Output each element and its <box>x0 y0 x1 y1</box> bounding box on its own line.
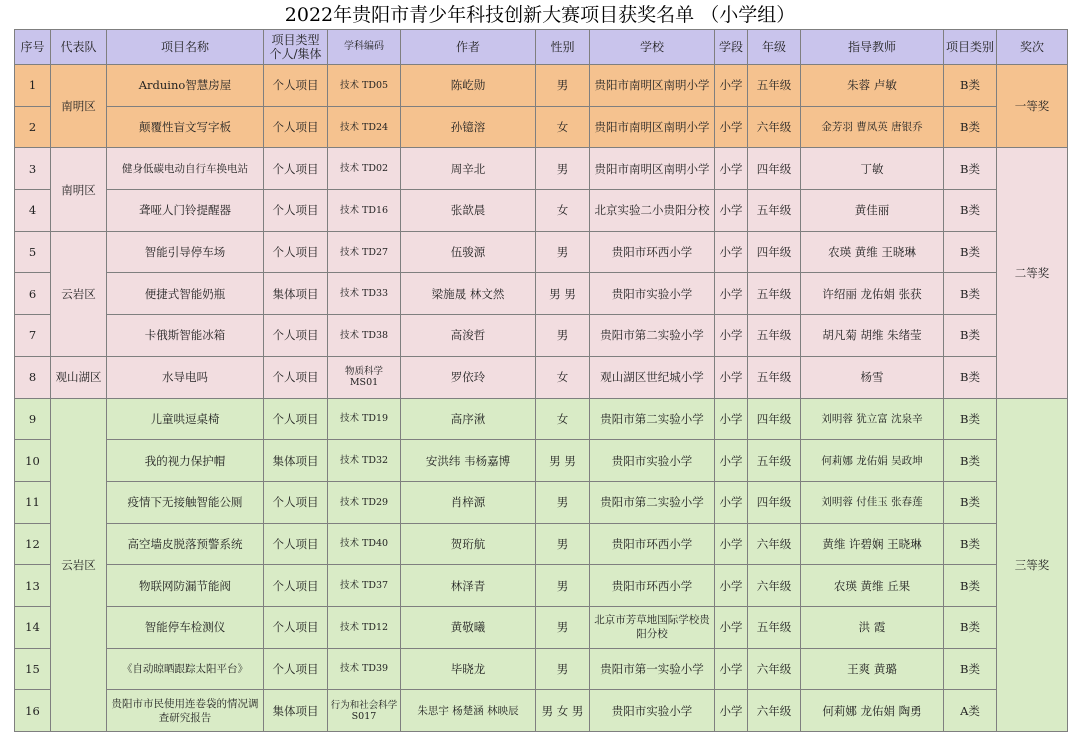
cell-author: 张歆晨 <box>401 190 536 232</box>
cell-code: 技术 TD37 <box>328 565 401 607</box>
cell-author: 高浚哲 <box>401 315 536 357</box>
cell-author: 肖梓源 <box>401 481 536 523</box>
table-row <box>15 190 1068 232</box>
cell-type: 个人项目 <box>264 148 328 190</box>
cell-level: 小学 <box>715 231 748 273</box>
cell-code: 技术 TD40 <box>328 523 401 565</box>
col-header-grade: 年级 <box>748 30 801 65</box>
cell-name: 物联网防漏节能阀 <box>107 565 264 607</box>
cell-gender: 男 女 男 <box>536 690 590 732</box>
award-table <box>14 29 1068 732</box>
cell-school: 北京市芳草地国际学校贵阳分校 <box>590 606 715 648</box>
cell-teacher: 何莉娜 龙佑娟 陶勇 <box>801 690 944 732</box>
cell-name: 健身低碳电动自行车换电站 <box>107 148 264 190</box>
cell-grade: 四年级 <box>748 231 801 273</box>
cell-teacher: 丁敏 <box>801 148 944 190</box>
cell-gender: 男 <box>536 481 590 523</box>
cell-author: 林泽青 <box>401 565 536 607</box>
cell-type: 集体项目 <box>264 690 328 732</box>
cell-name: 颠覆性盲文写字板 <box>107 106 264 148</box>
cell-teacher: 黄维 许碧娴 王晓琳 <box>801 523 944 565</box>
cell-no: 5 <box>15 231 51 273</box>
cell-category: B类 <box>944 106 997 148</box>
table-row <box>15 565 1068 607</box>
cell-category: B类 <box>944 65 997 107</box>
cell-school: 贵阳市第二实验小学 <box>590 315 715 357</box>
cell-code: 技术 TD38 <box>328 315 401 357</box>
cell-type: 个人项目 <box>264 523 328 565</box>
cell-gender: 女 <box>536 106 590 148</box>
cell-gender: 女 <box>536 356 590 398</box>
cell-type: 个人项目 <box>264 565 328 607</box>
table-row <box>15 273 1068 315</box>
cell-teacher: 许绍丽 龙佑娟 张获 <box>801 273 944 315</box>
cell-author: 朱思宇 杨楚涵 林映辰 <box>401 690 536 732</box>
cell-teacher: 刘明蓉 付佳玉 张春莲 <box>801 481 944 523</box>
col-header-author: 作者 <box>401 30 536 65</box>
cell-grade: 五年级 <box>748 190 801 232</box>
cell-author: 毕晓龙 <box>401 648 536 690</box>
cell-gender: 女 <box>536 398 590 440</box>
cell-category: B类 <box>944 273 997 315</box>
cell-author: 陈屹勋 <box>401 65 536 107</box>
cell-type: 个人项目 <box>264 481 328 523</box>
cell-author: 安洪纬 韦杨嘉博 <box>401 440 536 482</box>
cell-no: 10 <box>15 440 51 482</box>
cell-category: A类 <box>944 690 997 732</box>
col-header-type: 项目类型 个人/集体 <box>264 30 328 65</box>
cell-name: 智能引导停车场 <box>107 231 264 273</box>
cell-level: 小学 <box>715 606 748 648</box>
cell-type: 个人项目 <box>264 231 328 273</box>
cell-gender: 男 <box>536 315 590 357</box>
cell-gender: 男 <box>536 65 590 107</box>
col-header-gender: 性别 <box>536 30 590 65</box>
cell-type: 个人项目 <box>264 606 328 648</box>
cell-grade: 四年级 <box>748 398 801 440</box>
cell-teacher: 刘明蓉 犹立富 沈泉辛 <box>801 398 944 440</box>
cell-code: 物质科学 MS01 <box>328 356 401 398</box>
cell-category: B类 <box>944 523 997 565</box>
table-row <box>15 356 1068 398</box>
cell-team: 南明区 <box>51 65 107 148</box>
table-row <box>15 65 1068 107</box>
cell-school: 贵阳市第二实验小学 <box>590 481 715 523</box>
cell-no: 14 <box>15 606 51 648</box>
cell-team: 南明区 <box>51 148 107 231</box>
cell-category: B类 <box>944 398 997 440</box>
cell-grade: 六年级 <box>748 523 801 565</box>
col-header-school: 学校 <box>590 30 715 65</box>
col-header-no: 序号 <box>15 30 51 65</box>
cell-teacher: 朱蓉 卢敏 <box>801 65 944 107</box>
cell-no: 12 <box>15 523 51 565</box>
cell-name: 儿童哄逗桌椅 <box>107 398 264 440</box>
cell-gender: 男 <box>536 148 590 190</box>
cell-no: 4 <box>15 190 51 232</box>
cell-author: 梁施晟 林文然 <box>401 273 536 315</box>
cell-team: 云岩区 <box>51 231 107 356</box>
cell-no: 15 <box>15 648 51 690</box>
table-row <box>15 606 1068 648</box>
cell-teacher: 洪 霞 <box>801 606 944 648</box>
col-header-teacher: 指导教师 <box>801 30 944 65</box>
cell-name: 疫情下无接触智能公厕 <box>107 481 264 523</box>
cell-type: 个人项目 <box>264 315 328 357</box>
cell-category: B类 <box>944 148 997 190</box>
cell-grade: 六年级 <box>748 106 801 148</box>
cell-level: 小学 <box>715 190 748 232</box>
cell-no: 16 <box>15 690 51 732</box>
cell-name: Arduino智慧房屋 <box>107 65 264 107</box>
cell-level: 小学 <box>715 356 748 398</box>
cell-type: 个人项目 <box>264 398 328 440</box>
cell-award: 三等奖 <box>997 398 1068 732</box>
col-header-level: 学段 <box>715 30 748 65</box>
cell-no: 2 <box>15 106 51 148</box>
table-row <box>15 106 1068 148</box>
cell-level: 小学 <box>715 648 748 690</box>
cell-code: 技术 TD32 <box>328 440 401 482</box>
cell-type: 集体项目 <box>264 273 328 315</box>
table-row <box>15 231 1068 273</box>
cell-author: 孙镱溶 <box>401 106 536 148</box>
cell-level: 小学 <box>715 523 748 565</box>
cell-author: 周辛北 <box>401 148 536 190</box>
cell-teacher: 胡凡菊 胡维 朱绪莹 <box>801 315 944 357</box>
cell-type: 个人项目 <box>264 190 328 232</box>
cell-school: 贵阳市环西小学 <box>590 231 715 273</box>
table-row <box>15 481 1068 523</box>
cell-code: 技术 TD27 <box>328 231 401 273</box>
cell-level: 小学 <box>715 273 748 315</box>
cell-grade: 六年级 <box>748 565 801 607</box>
cell-type: 个人项目 <box>264 65 328 107</box>
cell-school: 北京实验二小贵阳分校 <box>590 190 715 232</box>
cell-code: 技术 TD02 <box>328 148 401 190</box>
cell-author: 贺珩航 <box>401 523 536 565</box>
cell-grade: 五年级 <box>748 315 801 357</box>
cell-team: 云岩区 <box>51 398 107 732</box>
cell-category: B类 <box>944 481 997 523</box>
cell-name: 我的视力保护帽 <box>107 440 264 482</box>
cell-gender: 女 <box>536 190 590 232</box>
cell-school: 贵阳市南明区南明小学 <box>590 106 715 148</box>
cell-gender: 男 <box>536 231 590 273</box>
cell-gender: 男 <box>536 648 590 690</box>
cell-team: 观山湖区 <box>51 356 107 398</box>
cell-category: B类 <box>944 315 997 357</box>
cell-no: 13 <box>15 565 51 607</box>
table-row <box>15 398 1068 440</box>
cell-name: 卡俄斯智能冰箱 <box>107 315 264 357</box>
cell-teacher: 杨雪 <box>801 356 944 398</box>
cell-name: 高空墙皮脱落预警系统 <box>107 523 264 565</box>
cell-category: B类 <box>944 606 997 648</box>
cell-type: 个人项目 <box>264 356 328 398</box>
cell-no: 7 <box>15 315 51 357</box>
cell-gender: 男 <box>536 606 590 648</box>
cell-code: 技术 TD39 <box>328 648 401 690</box>
cell-name: 水导电吗 <box>107 356 264 398</box>
cell-no: 9 <box>15 398 51 440</box>
cell-no: 8 <box>15 356 51 398</box>
cell-teacher: 黄佳丽 <box>801 190 944 232</box>
cell-type: 个人项目 <box>264 648 328 690</box>
cell-name: 智能停车检测仪 <box>107 606 264 648</box>
cell-grade: 五年级 <box>748 273 801 315</box>
cell-award: 二等奖 <box>997 148 1068 398</box>
cell-grade: 五年级 <box>748 440 801 482</box>
cell-level: 小学 <box>715 398 748 440</box>
cell-no: 1 <box>15 65 51 107</box>
table-row <box>15 523 1068 565</box>
cell-category: B类 <box>944 356 997 398</box>
cell-code: 技术 TD05 <box>328 65 401 107</box>
cell-name: 《自动晾晒跟踪太阳平台》 <box>107 648 264 690</box>
header-row <box>15 30 1068 65</box>
cell-grade: 六年级 <box>748 690 801 732</box>
cell-level: 小学 <box>715 65 748 107</box>
cell-no: 3 <box>15 148 51 190</box>
cell-author: 高序湫 <box>401 398 536 440</box>
cell-code: 行为和社会科学 S017 <box>328 690 401 732</box>
cell-teacher: 何莉娜 龙佑娟 吴政坤 <box>801 440 944 482</box>
cell-level: 小学 <box>715 106 748 148</box>
cell-author: 伍骏源 <box>401 231 536 273</box>
cell-level: 小学 <box>715 481 748 523</box>
cell-code: 技术 TD29 <box>328 481 401 523</box>
table-row <box>15 315 1068 357</box>
col-header-code: 学科编码 <box>328 30 401 65</box>
cell-author: 罗依玲 <box>401 356 536 398</box>
cell-school: 贵阳市第一实验小学 <box>590 648 715 690</box>
table-row <box>15 148 1068 190</box>
cell-teacher: 农瑛 黄维 丘果 <box>801 565 944 607</box>
cell-no: 6 <box>15 273 51 315</box>
table-row <box>15 690 1068 732</box>
cell-school: 贵阳市南明区南明小学 <box>590 65 715 107</box>
cell-level: 小学 <box>715 440 748 482</box>
cell-gender: 男 <box>536 523 590 565</box>
cell-gender: 男 <box>536 565 590 607</box>
cell-grade: 四年级 <box>748 148 801 190</box>
cell-code: 技术 TD19 <box>328 398 401 440</box>
cell-type: 个人项目 <box>264 106 328 148</box>
cell-category: B类 <box>944 440 997 482</box>
cell-school: 贵阳市环西小学 <box>590 523 715 565</box>
cell-school: 贵阳市环西小学 <box>590 565 715 607</box>
cell-school: 贵阳市实验小学 <box>590 690 715 732</box>
cell-level: 小学 <box>715 565 748 607</box>
cell-school: 贵阳市南明区南明小学 <box>590 148 715 190</box>
cell-code: 技术 TD12 <box>328 606 401 648</box>
cell-author: 黄敬曦 <box>401 606 536 648</box>
col-header-name: 项目名称 <box>107 30 264 65</box>
col-header-award: 奖次 <box>997 30 1068 65</box>
col-header-team: 代表队 <box>51 30 107 65</box>
cell-category: B类 <box>944 231 997 273</box>
cell-code: 技术 TD33 <box>328 273 401 315</box>
cell-code: 技术 TD24 <box>328 106 401 148</box>
cell-teacher: 农瑛 黄维 王晓琳 <box>801 231 944 273</box>
cell-gender: 男 男 <box>536 440 590 482</box>
cell-grade: 五年级 <box>748 65 801 107</box>
cell-teacher: 王爽 黄璐 <box>801 648 944 690</box>
cell-category: B类 <box>944 190 997 232</box>
cell-category: B类 <box>944 648 997 690</box>
cell-level: 小学 <box>715 690 748 732</box>
table-row <box>15 440 1068 482</box>
cell-teacher: 金芳羽 曹凤英 唐银乔 <box>801 106 944 148</box>
cell-name: 聋哑人门铃提醒器 <box>107 190 264 232</box>
cell-school: 贵阳市实验小学 <box>590 440 715 482</box>
cell-award: 一等奖 <box>997 65 1068 148</box>
cell-code: 技术 TD16 <box>328 190 401 232</box>
cell-no: 11 <box>15 481 51 523</box>
cell-level: 小学 <box>715 315 748 357</box>
cell-grade: 六年级 <box>748 648 801 690</box>
cell-school: 观山湖区世纪城小学 <box>590 356 715 398</box>
cell-name: 便捷式智能奶瓶 <box>107 273 264 315</box>
cell-name: 贵阳市市民使用连卷袋的情况调查研究报告 <box>107 690 264 732</box>
cell-level: 小学 <box>715 148 748 190</box>
cell-category: B类 <box>944 565 997 607</box>
page-title: 2022年贵阳市青少年科技创新大赛项目获奖名单 （小学组） <box>284 4 796 26</box>
table-row <box>15 648 1068 690</box>
col-header-category: 项目类别 <box>944 30 997 65</box>
cell-grade: 四年级 <box>748 481 801 523</box>
cell-grade: 五年级 <box>748 356 801 398</box>
cell-type: 集体项目 <box>264 440 328 482</box>
cell-school: 贵阳市第二实验小学 <box>590 398 715 440</box>
cell-school: 贵阳市实验小学 <box>590 273 715 315</box>
cell-gender: 男 男 <box>536 273 590 315</box>
cell-grade: 五年级 <box>748 606 801 648</box>
